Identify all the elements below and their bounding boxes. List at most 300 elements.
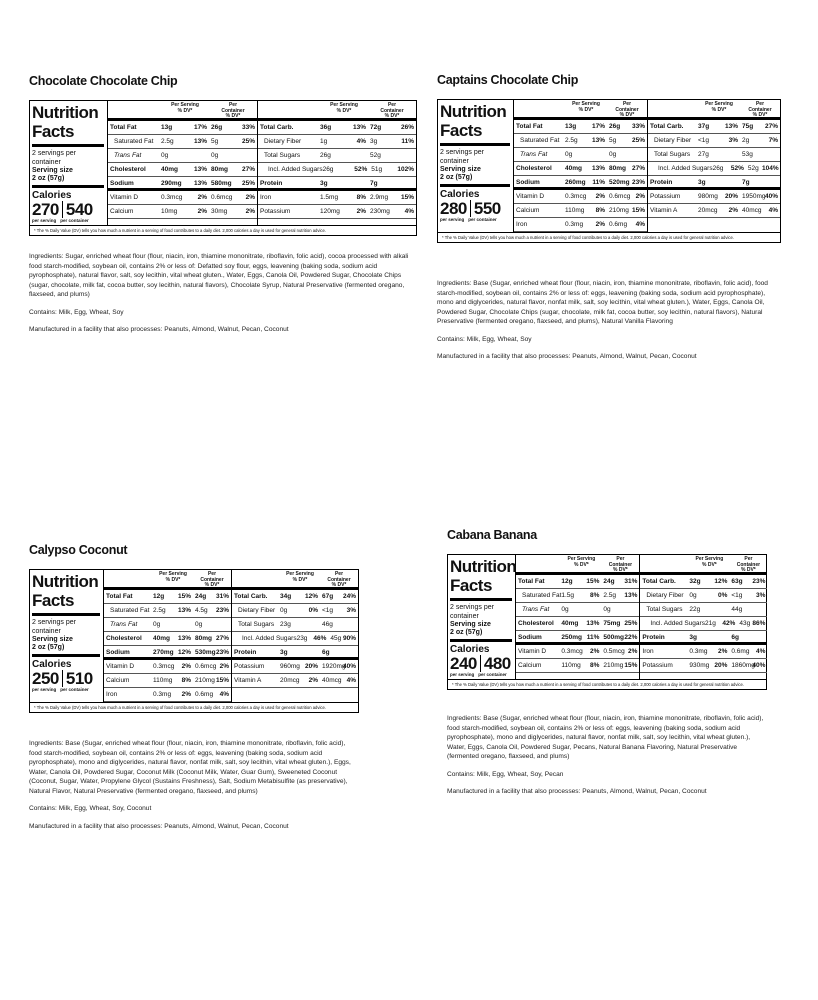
serving-amount: 0.3mcg: [565, 193, 587, 200]
container-header: Container: [380, 107, 404, 114]
container-amount: <1g: [322, 607, 334, 614]
per-container-caption: per container: [60, 218, 89, 223]
nutrient-name: Vitamin D: [516, 193, 545, 200]
container-amount: 80mg: [609, 165, 626, 172]
calories-per-serving: 240: [450, 654, 477, 673]
container-amount: 0.6mg: [609, 221, 628, 228]
serving-dv-percent: 3%: [728, 137, 738, 144]
serving-size-label: Serving size: [32, 167, 73, 174]
serving-amount: 40mg: [561, 620, 579, 627]
nutrition-heading: Nutrition: [32, 572, 99, 591]
serving-dv-percent: 13%: [352, 124, 366, 131]
servings-per-container: 2 servings per container: [450, 604, 494, 620]
nutrition-heading: Nutrition: [450, 557, 517, 576]
daily-value-footnote: * The % Daily Value (DV) tells you how much a nutrient in a serving of food contributes to a daily diet. 2,000 calories a day is used for general nutrition advice.: [30, 702, 358, 712]
container-dv-percent: 4%: [219, 691, 229, 698]
product-captains-chocolate-chip: [437, 73, 781, 370]
nutrient-name: Total Fat: [518, 578, 545, 585]
serving-dv-percent: 13%: [591, 137, 605, 144]
container-dv-percent: [213, 618, 231, 631]
container-amount: 0.5mcg: [603, 648, 625, 655]
serving-dv-percent: 13%: [591, 165, 605, 172]
nutrient-row: [516, 617, 639, 631]
container-amount: 520mg: [609, 179, 630, 186]
serving-amount: 36g: [320, 124, 332, 131]
container-dv-percent: 25%: [241, 138, 255, 145]
calories-per-serving: 250: [32, 669, 59, 688]
label-header: [438, 100, 514, 232]
dv-header: % DV*: [752, 112, 768, 118]
product-title: Captains Chocolate Chip: [437, 73, 579, 87]
nutrient-name: Dietary Fiber: [238, 607, 276, 614]
serving-dv-percent: 52%: [730, 165, 744, 172]
allergen-contains: Contains: Milk, Egg, Wheat, Soy: [29, 308, 124, 316]
nutrient-row: [640, 659, 767, 673]
serving-amount: 3g: [280, 649, 288, 656]
container-amount: 0.6mcg: [195, 663, 217, 670]
serving-amount: 40mg: [565, 165, 582, 172]
container-dv-percent: 2%: [635, 193, 645, 200]
container-dv-percent: [629, 148, 647, 161]
nutrient-name: Vitamin A: [650, 207, 678, 214]
container-amount: 52g: [370, 152, 381, 159]
facility-statement: Manufactured in a facility that also processes: Peanuts, Almond, Walnut, Pecan, Coconut: [29, 326, 289, 333]
nutrient-row: [104, 604, 231, 618]
container-dv-percent: 104%: [762, 165, 779, 172]
serving-amount: 21g: [704, 620, 716, 627]
serving-amount: 0.3mcg: [153, 663, 175, 670]
container-header: Container: [221, 107, 245, 114]
serving-amount: 290mg: [161, 180, 182, 187]
nutrient-name: Potassium: [642, 662, 673, 669]
container-dv-percent: 4%: [635, 221, 645, 228]
serving-amount: 110mg: [153, 677, 173, 684]
daily-value-footnote: * The % Daily Value (DV) tells you how much a nutrient in a serving of food contributes to a daily diet. 2,000 calories a day is used for general nutrition advice.: [448, 679, 766, 689]
nutrient-row: [104, 688, 231, 702]
serving-amount: 3g: [689, 634, 697, 641]
container-dv-percent: 27%: [631, 165, 645, 172]
dv-header: % DV*: [574, 561, 589, 568]
container-amount: 1920mg: [322, 663, 346, 670]
container-dv-percent: 15%: [400, 194, 414, 201]
ingredients-text: Ingredients: Base (Sugar, enriched wheat flour (flour, niacin, iron, thiamine mononitrate, riboflavin, folic acid), food starch-modified, soybean oil, contains 2% or less of: eggs, leavening (baking soda, sodium acid pyrophosphate), mono and diglycerides, natural flavor, nonfat milk, salt, soy lecithin, vital wheat gluten.), Water, Eggs, Canola Oil, Powdered Sugar, Pecans, Natural Banana Flavoring, Natural Preservative (fermented oregano, flaxseed, and plums): [447, 715, 764, 760]
per-header: Per: [228, 102, 238, 108]
container-dv-percent: [749, 603, 767, 616]
container-dv-percent: [762, 176, 780, 187]
serving-dv-percent: 13%: [724, 123, 738, 130]
nutrient-name: Total Carb.: [642, 578, 676, 585]
nutrient-row: [514, 176, 647, 190]
nutrient-row: [232, 618, 358, 632]
container-amount: 210mg: [609, 207, 629, 214]
nutrient-row: [232, 674, 358, 688]
nutrient-row: [108, 121, 257, 135]
container-amount: 500mg: [603, 634, 624, 641]
serving-dv-percent: 8%: [589, 662, 600, 669]
serving-amount: 0.3mcg: [561, 648, 583, 655]
container-amount: 0g: [211, 152, 219, 159]
container-amount: 51g: [371, 166, 383, 173]
container-amount: 2.5g: [603, 592, 617, 599]
container-dv-percent: 23%: [215, 649, 229, 656]
label-header: [30, 101, 108, 225]
per-serving-header: Per Serving: [159, 571, 187, 577]
nutrient-name: Potassium: [650, 193, 681, 200]
serving-dv-percent: 2%: [197, 194, 207, 201]
serving-amount: 3g: [698, 179, 706, 186]
calories-per-serving: 270: [32, 200, 59, 219]
container-amount: 5g: [609, 137, 617, 144]
serving-amount: 0g: [161, 152, 169, 159]
calories-per-container: 540: [65, 200, 93, 219]
container-dv-percent: [394, 149, 416, 162]
nutrient-name: Calcium: [106, 677, 130, 684]
container-dv-percent: [749, 631, 767, 642]
serving-dv-percent: [724, 176, 740, 187]
product-title: Calypso Coconut: [29, 543, 128, 557]
serving-dv-percent: 2%: [181, 691, 191, 698]
container-amount: 0.6mg: [195, 691, 214, 698]
container-amount: 53g: [742, 151, 753, 158]
container-dv-percent: 4%: [768, 207, 778, 214]
nutrient-row: [516, 603, 639, 617]
nutrient-name: Saturated Fat: [110, 607, 150, 614]
serving-amount: 0.3mg: [153, 691, 172, 698]
container-dv-percent: [235, 149, 257, 162]
serving-dv-percent: 2%: [356, 208, 366, 215]
serving-dv-percent: 20%: [724, 193, 738, 200]
nutrient-name: Vitamin D: [110, 194, 139, 201]
serving-dv-percent: 52%: [354, 166, 368, 173]
dv-header: % DV*: [578, 106, 594, 113]
container-amount: 2g: [742, 137, 750, 144]
container-amount: 7g: [370, 180, 378, 187]
dv-header: % DV*: [204, 582, 220, 588]
nutrient-row: [640, 617, 767, 631]
nutrient-row: [108, 163, 257, 177]
calories-per-container: 480: [483, 654, 511, 673]
nutrient-row: [104, 646, 231, 660]
nutrient-row: [640, 645, 767, 659]
container-amount: 6g: [322, 649, 330, 656]
nutrient-name: Dietary Fiber: [264, 138, 302, 145]
container-dv-percent: 2%: [245, 194, 255, 201]
serving-amount: 1g: [320, 138, 328, 145]
nutrient-name: Potassium: [260, 208, 291, 215]
nutrient-name: Calcium: [516, 207, 540, 214]
dv-header: % DV*: [165, 576, 181, 583]
container-amount: 80mg: [211, 166, 228, 173]
per-serving-header: Per Serving: [171, 102, 199, 108]
nutrient-row: [514, 190, 647, 204]
serving-amount: 1.5g: [561, 592, 575, 599]
serving-dv-percent: 2%: [595, 221, 605, 228]
per-header: Per: [387, 102, 397, 108]
container-dv-percent: 27%: [764, 123, 778, 130]
nutrient-name: Total Carb.: [234, 593, 268, 600]
serving-size-value: 2 oz (57g): [450, 629, 483, 636]
serving-dv-percent: 17%: [193, 124, 207, 131]
product-title: Cabana Banana: [447, 528, 537, 542]
per-header: Per: [744, 556, 753, 562]
dv-header: % DV*: [292, 576, 308, 583]
nutrient-row: [640, 631, 767, 645]
nutrient-row: [232, 632, 358, 646]
nutrient-row: [514, 134, 647, 148]
nutrient-row: [514, 162, 647, 176]
container-amount: 530mg: [195, 649, 216, 656]
serving-dv-percent: 2%: [181, 663, 191, 670]
container-amount: 2.9mg: [370, 194, 389, 201]
serving-dv-percent: 12%: [177, 649, 191, 656]
container-amount: 30mg: [211, 208, 228, 215]
nutrient-name: Sodium: [518, 634, 542, 641]
container-dv-percent: [340, 646, 358, 657]
nutrient-name: Potassium: [234, 663, 265, 670]
serving-dv-percent: [348, 149, 368, 162]
container-amount: 72g: [370, 124, 382, 131]
nutrient-row: [104, 590, 231, 604]
container-amount: 3g: [370, 138, 378, 145]
dv-header: % DV*: [336, 107, 352, 114]
serving-dv-percent: 13%: [177, 635, 191, 642]
container-dv-percent: 4%: [346, 677, 356, 684]
container-dv-percent: 2%: [245, 208, 255, 215]
servings-per-container: 2 servings per container: [32, 619, 76, 635]
facility-statement: Manufactured in a facility that also processes: Peanuts, Almond, Walnut, Pecan, Coconut: [29, 822, 289, 830]
serving-dv-percent: 2%: [308, 677, 318, 684]
nutrient-row: [648, 162, 780, 176]
dv-header: % DV*: [225, 113, 241, 119]
nutrient-row: [648, 120, 780, 134]
calories-label: Calories: [440, 189, 480, 200]
container-amount: 0g: [603, 606, 611, 613]
container-dv-percent: 13%: [624, 592, 638, 599]
container-amount: 67g: [322, 593, 334, 600]
serving-dv-percent: 12%: [714, 578, 728, 585]
serving-amount: 2.5g: [161, 138, 174, 145]
serving-amount: 23g: [296, 635, 308, 642]
nutrient-row: [232, 660, 358, 674]
container-dv-percent: 4%: [404, 208, 414, 215]
serving-amount: 930mg: [689, 662, 710, 669]
calories-per-container: 550: [473, 199, 501, 218]
nutrient-name: Total Carb.: [260, 124, 294, 131]
facts-heading: Facts: [32, 591, 74, 610]
per-serving-caption: per serving: [32, 218, 57, 223]
serving-dv-percent: 2%: [728, 207, 738, 214]
serving-amount: 26g: [320, 152, 331, 159]
nutrient-row: [108, 149, 257, 163]
container-header: Container: [200, 576, 224, 583]
serving-amount: 2.5g: [153, 607, 166, 614]
dv-header: % DV*: [619, 112, 635, 118]
per-header: Per: [207, 571, 217, 577]
container-dv-percent: 25%: [624, 620, 638, 627]
nutrient-name: Protein: [260, 180, 283, 187]
serving-amount: 20mcg: [280, 677, 300, 684]
container-dv-percent: 15%: [631, 207, 645, 214]
nutrient-name: Vitamin D: [518, 648, 547, 655]
nutrient-name: Total Fat: [106, 593, 133, 600]
nutrient-name: Total Fat: [110, 124, 137, 131]
nutrient-row: [514, 120, 647, 134]
nutrient-row: [108, 135, 257, 149]
per-serving-header: Per Serving: [695, 556, 724, 562]
facts-heading: Facts: [32, 122, 74, 141]
container-dv-percent: 86%: [752, 620, 766, 627]
nutrient-name: Sodium: [516, 179, 540, 186]
container-dv-percent: 23%: [631, 179, 645, 186]
serving-dv-percent: 13%: [193, 180, 207, 187]
serving-amount: 120mg: [320, 208, 340, 215]
nutrient-name: Cholesterol: [518, 620, 554, 627]
calories-per-container: 510: [65, 669, 93, 688]
serving-dv-percent: 13%: [177, 607, 191, 614]
serving-amount: 110mg: [561, 662, 581, 669]
serving-amount: 0.3mg: [689, 648, 708, 655]
serving-size-label: Serving size: [450, 621, 491, 628]
nutrient-name: Trans Fat: [114, 152, 142, 159]
container-amount: 210mg: [603, 662, 624, 669]
container-amount: 40mcg: [322, 677, 342, 684]
serving-amount: 960mg: [280, 663, 300, 670]
per-serving-header: Per Serving: [705, 101, 733, 107]
per-header: Per: [622, 101, 632, 107]
nutrient-name: Trans Fat: [110, 621, 138, 628]
serving-amount: 260mg: [565, 179, 586, 186]
serving-dv-percent: [177, 618, 193, 631]
container-dv-percent: 27%: [241, 166, 255, 173]
serving-amount: 40mg: [153, 635, 170, 642]
serving-amount: <1g: [698, 137, 710, 144]
container-amount: 43g: [739, 620, 751, 627]
nutrient-name: Incl. Added Sugars: [242, 635, 297, 642]
nutrient-row: [104, 674, 231, 688]
per-serving-caption: per serving: [440, 217, 465, 222]
nutrient-row: [104, 632, 231, 646]
per-serving-header: Per Serving: [330, 102, 358, 108]
nutrient-row: [648, 190, 780, 204]
container-dv-percent: [340, 618, 358, 631]
ingredients-text: Ingredients: Base (Sugar, enriched wheat flour (flour, niacin, iron, thiamine mononitrate, riboflavin, folic acid), food starch-modified, soybean oil, contains 2% or less of: eggs, leavening (baking soda, sodium acid pyrophosphate), mono and diglycerides, natural flavor, nonfat milk, salt, soy lecithin, vital wheat gluten.), Eggs, Water, Canola Oil, Powdered Sugar, Coconut Milk (Coconut Milk, Water, Guar Gum), Sweeneted Coconut (Coconut, Sugar, Water, Propylene Glycol (Sustains Freshness), Salt, Sodium Metabisulfite (as preservative), Natural Flavor, Natural Preservative (fermented oregano, flaxseed, and plums): [29, 740, 351, 795]
serving-dv-percent: 0%: [308, 607, 318, 614]
nutrient-row: [514, 218, 647, 232]
dv-header: % DV*: [613, 567, 628, 573]
daily-value-footnote: * The % Daily Value (DV) tells you how much a nutrient in a serving of food contributes to a daily diet. 2,000 calories a day is used for general nutrition advice.: [438, 232, 780, 242]
nutrient-name: Saturated Fat: [522, 592, 562, 599]
container-dv-percent: 4%: [755, 648, 766, 655]
nutrient-row: [258, 149, 416, 163]
container-dv-percent: 15%: [215, 677, 229, 684]
dv-header: % DV*: [384, 113, 400, 119]
nutrient-row: [516, 589, 639, 603]
container-amount: 0g: [609, 151, 617, 158]
dv-header: % DV*: [331, 582, 347, 588]
serving-dv-percent: [591, 148, 607, 161]
container-dv-percent: 7%: [768, 137, 778, 144]
nutrient-name: Vitamin A: [234, 677, 262, 684]
container-dv-percent: 2%: [219, 663, 229, 670]
container-amount: 0.6mg: [731, 648, 750, 655]
nutrient-name: Cholesterol: [110, 166, 146, 173]
dv-header: % DV*: [711, 106, 727, 113]
serving-dv-percent: 15%: [586, 578, 600, 585]
calories-per-serving: 280: [440, 199, 467, 218]
serving-amount: 12g: [153, 593, 165, 600]
container-amount: 45g: [330, 635, 342, 642]
nutrient-column: [516, 555, 640, 679]
serving-amount: 13g: [565, 123, 577, 130]
serving-dv-percent: [348, 177, 368, 188]
servings-per-container: 2 servings per container: [440, 149, 484, 165]
nutrient-name: Total Carb.: [650, 123, 684, 130]
container-amount: 4.5g: [195, 607, 208, 614]
serving-dv-percent: 12%: [304, 593, 318, 600]
nutrient-row: [108, 205, 257, 219]
serving-dv-percent: 0%: [717, 592, 728, 599]
nutrient-column: [648, 100, 780, 232]
nutrient-row: [648, 176, 780, 190]
nutrient-name: Incl. Added Sugars: [268, 166, 323, 173]
container-dv-percent: 23%: [752, 578, 766, 585]
container-amount: 210mg: [195, 677, 215, 684]
nutrient-name: Total Sugars: [238, 621, 275, 628]
serving-amount: 0g: [561, 606, 569, 613]
nutrient-name: Total Sugars: [264, 152, 301, 159]
serving-amount: 20mcg: [698, 207, 718, 214]
container-amount: 24g: [603, 578, 615, 585]
nutrient-name: Iron: [642, 648, 654, 655]
container-amount: 0.6mcg: [211, 194, 233, 201]
serving-amount: 0g: [153, 621, 161, 628]
nutrient-row: [258, 135, 416, 149]
container-dv-percent: 24%: [342, 593, 356, 600]
serving-amount: 26g: [322, 166, 334, 173]
serving-amount: 0g: [280, 607, 288, 614]
nutrient-name: Cholesterol: [516, 165, 552, 172]
nutrient-name: Incl. Added Sugars: [658, 165, 713, 172]
container-header: Container: [748, 106, 772, 113]
serving-dv-percent: 11%: [586, 634, 600, 641]
container-dv-percent: 22%: [624, 634, 638, 641]
calories-label: Calories: [32, 659, 72, 670]
container-dv-percent: 31%: [215, 593, 229, 600]
container-dv-percent: 3%: [755, 592, 766, 599]
nutrient-row: [514, 148, 647, 162]
container-amount: 0.6mcg: [609, 193, 631, 200]
per-container-caption: per container: [60, 687, 89, 692]
nutrient-row: [640, 603, 767, 617]
nutrient-row: [514, 204, 647, 218]
serving-amount: 26g: [712, 165, 724, 172]
serving-dv-percent: 20%: [714, 662, 728, 669]
nutrition-heading: Nutrition: [440, 102, 507, 121]
product-chocolate-chocolate-chip: [29, 74, 417, 343]
container-dv-percent: 25%: [241, 180, 255, 187]
nutrient-row: [108, 177, 257, 191]
nutrition-facts-label: [29, 569, 359, 713]
nutrition-facts-label: [29, 100, 417, 236]
serving-amount: 34g: [280, 593, 292, 600]
nutrient-row: [258, 205, 416, 219]
serving-amount: 980mg: [698, 193, 718, 200]
per-serving-header: Per Serving: [567, 556, 596, 562]
nutrient-row: [258, 177, 416, 191]
nutrient-row: [648, 204, 780, 218]
nutrient-row: [232, 604, 358, 618]
container-dv-percent: 3%: [346, 607, 356, 614]
